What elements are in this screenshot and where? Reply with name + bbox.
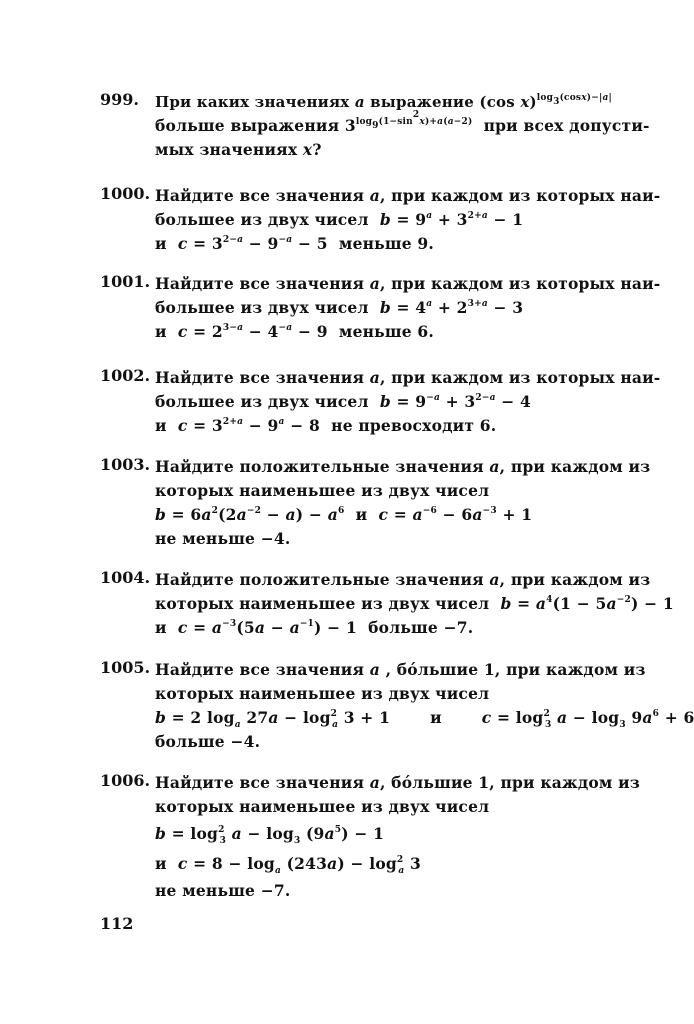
problem-line: Найдите все значения a, при каждом из которых наи- — [155, 368, 661, 387]
problem-line: большее из двух чисел $b = 9^{-a} + 3^{2-a} - 4$ — [155, 392, 532, 411]
problem-line: Найдите все значения a, при каждом из которых наи- — [155, 186, 661, 205]
problem-line: и $c = a^{-3}(5a - a^{-1}) - 1$ больше −7. — [155, 618, 474, 637]
problem-number: 1001. — [100, 272, 151, 291]
problem-line: и $c = 3^{2-a} - 9^{-a} - 5$ меньше 9. — [155, 234, 434, 253]
problem-line: $b = 6a^2(2a^{-2} - a) - a^6$ и $c = a^{-6} - 6a^{-3} + 1$ — [155, 505, 533, 524]
problem-line: Найдите положительные значения a, при каждом из — [155, 457, 651, 476]
problem-number: 999. — [100, 90, 139, 109]
problem-line: и $c = 8 - \log_a (243a) - \log^2_a 3$ — [155, 854, 422, 876]
problem-line: и $c = 3^{2+a} - 9^a - 8$ не превосходит 6. — [155, 416, 497, 435]
problem-number: 1005. — [100, 658, 151, 677]
problem-line: мых значениях x? — [155, 140, 322, 159]
problem-number: 1006. — [100, 771, 151, 790]
problem-line: b = 2 $\log_a 27a - \log^2_a 3 + 1$ и $c = \log^2_3 a - \log_3 9a^6 + 6$ — [155, 708, 694, 730]
problem-line: Найдите положительные значения a, при каждом из — [155, 570, 651, 589]
problem-number: 1000. — [100, 184, 151, 203]
problem-line: $b = \log^2_3 a - \log_3 (9a^5) - 1$ — [155, 824, 385, 846]
problem-number: 1003. — [100, 455, 151, 474]
page-number: 112 — [100, 914, 134, 933]
problem-line: больше −4. — [155, 732, 261, 751]
problem-line: которых наименьшее из двух чисел $b = a^4(1 - 5a^{-2}) - 1$ — [155, 594, 674, 613]
problem-line: не меньше −4. — [155, 529, 291, 548]
problem-line: большее из двух чисел $b = 9^a + 3^{2+a} - 1$ — [155, 210, 524, 229]
problem-line: большее из двух чисел $b = 4^a + 2^{3+a} - 3$ — [155, 298, 524, 317]
problem-line: которых наименьшее из двух чисел — [155, 481, 490, 500]
problem-line: не меньше −7. — [155, 881, 291, 900]
problem-number: 1002. — [100, 366, 151, 385]
problem-line: и $c = 2^{3-a} - 4^{-a} - 9$ меньше 6. — [155, 322, 434, 341]
problem-line: которых наименьшее из двух чисел — [155, 797, 490, 816]
problem-line: При каких значениях a выражение (cos x)$^{log_3(cosx)-|a|}$ — [155, 93, 612, 111]
problem-number: 1004. — [100, 568, 151, 587]
problem-line: больше выражения $3^{log_9(1-sin^2x)+a(a-2)}$ при всех допусти- — [155, 110, 650, 135]
problem-line: Найдите все значения a, бо́льшие 1, при каждом из — [155, 773, 640, 792]
problem-line: которых наименьшее из двух чисел — [155, 684, 490, 703]
problem-line: Найдите все значения a , бо́льшие 1, при каждом из — [155, 660, 646, 679]
problem-line: Найдите все значения a, при каждом из которых наи- — [155, 274, 661, 293]
